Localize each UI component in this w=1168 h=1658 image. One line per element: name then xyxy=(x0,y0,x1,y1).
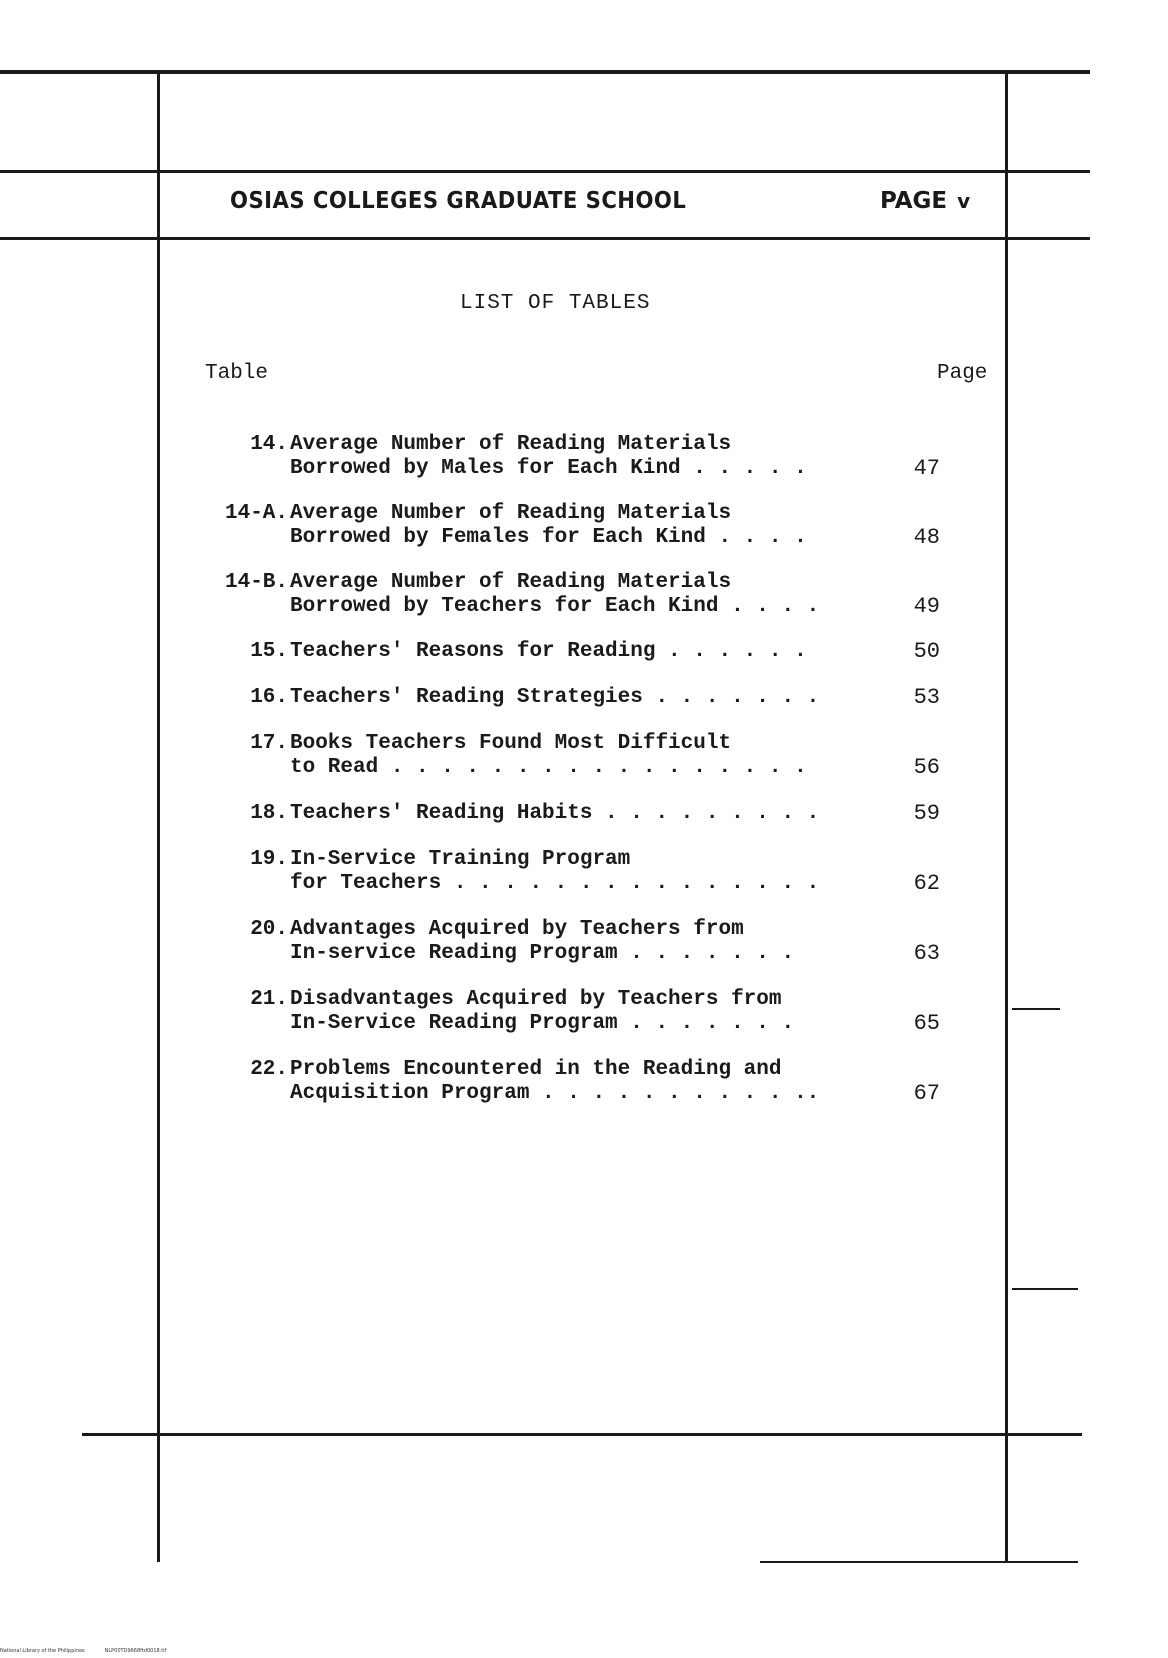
header-bottom-rule xyxy=(0,237,1090,240)
caption-line-1: Teachers' Reading Strategies . . . . . . . xyxy=(290,686,820,709)
table-caption xyxy=(288,502,880,550)
caption-line-2: Acquisition Program . . . . . . . . . . .. xyxy=(290,1082,820,1105)
page-ref: 50 xyxy=(913,639,940,664)
page-ref: 49 xyxy=(913,594,940,619)
caption-line-2: Borrowed by Females for Each Kind . . . . xyxy=(290,526,807,549)
caption-line-1: Advantages Acquired by Teachers from xyxy=(290,918,744,941)
bottom-short-rule xyxy=(760,1561,1078,1563)
caption-line-2: Borrowed by Males for Each Kind . . . . . xyxy=(290,457,807,480)
table-list xyxy=(200,433,1000,1106)
table-caption xyxy=(288,433,880,481)
library-credit: National Library of the Philippines xyxy=(0,1648,85,1654)
caption-line-1: Average Number of Reading Materials xyxy=(290,433,732,456)
table-caption xyxy=(288,686,880,710)
header-page-label xyxy=(880,188,970,214)
table-number: 20. xyxy=(250,918,288,941)
page-number: v xyxy=(957,189,971,213)
page-ref: 56 xyxy=(913,755,940,780)
table-entry xyxy=(200,848,1000,896)
table-entry xyxy=(200,802,1000,826)
table-entry xyxy=(200,732,1000,780)
caption-line-2: In-Service Reading Program . . . . . . . xyxy=(290,1012,795,1035)
caption-line-1: Average Number of Reading Materials xyxy=(290,502,732,525)
list-of-tables-title: LIST OF TABLES xyxy=(460,292,651,315)
table-entry xyxy=(200,686,1000,710)
page-ref: 67 xyxy=(913,1081,940,1106)
caption-line-1: In-Service Training Program xyxy=(290,848,631,871)
table-number: 18. xyxy=(250,802,288,825)
right-tick-2 xyxy=(1012,1288,1078,1290)
table-number: 19. xyxy=(250,848,288,871)
table-number: 17. xyxy=(250,732,288,755)
page-ref: 63 xyxy=(913,941,940,966)
table-entry xyxy=(200,988,1000,1036)
table-entry xyxy=(200,502,1000,550)
table-number: 22. xyxy=(250,1058,288,1081)
page-ref: 53 xyxy=(913,685,940,710)
right-margin-rule xyxy=(1005,72,1008,1562)
right-tick-1 xyxy=(1012,1008,1060,1010)
table-caption xyxy=(288,802,880,826)
left-margin-rule xyxy=(157,72,160,1562)
caption-line-1: Disadvantages Acquired by Teachers from xyxy=(290,988,782,1011)
caption-line-1: Teachers' Reading Habits . . . . . . . . . xyxy=(290,802,820,825)
file-id: NLP00TD9668ftd0018.tif xyxy=(104,1648,167,1654)
table-entry xyxy=(200,433,1000,481)
table-caption xyxy=(288,732,880,780)
table-number: 15. xyxy=(250,640,288,663)
page-ref: 62 xyxy=(913,871,940,896)
table-number: 14-A. xyxy=(224,502,288,525)
caption-line-2: In-service Reading Program . . . . . . . xyxy=(290,942,795,965)
table-caption xyxy=(288,571,880,619)
table-number: 14. xyxy=(250,433,288,456)
table-entry xyxy=(200,918,1000,966)
header-top-rule xyxy=(0,170,1090,173)
table-caption xyxy=(288,918,880,966)
table-column-heading: Table xyxy=(205,362,269,385)
table-entry xyxy=(200,640,1000,664)
page-label: PAGE xyxy=(880,188,948,214)
table-number: 16. xyxy=(250,686,288,709)
caption-line-2: to Read . . . . . . . . . . . . . . . . . xyxy=(290,756,807,779)
table-caption xyxy=(288,848,880,896)
school-header-title: OSIAS COLLEGES GRADUATE SCHOOL xyxy=(230,188,687,214)
caption-line-2: for Teachers . . . . . . . . . . . . . . . xyxy=(290,872,820,895)
table-number: 14-B. xyxy=(224,571,288,594)
caption-line-1: Books Teachers Found Most Difficult xyxy=(290,732,732,755)
caption-line-2: Borrowed by Teachers for Each Kind . . . . xyxy=(290,595,820,618)
page-ref: 59 xyxy=(913,801,940,826)
caption-line-1: Teachers' Reasons for Reading . . . . . . xyxy=(290,640,807,663)
top-border-rule xyxy=(0,70,1090,74)
caption-line-1: Problems Encountered in the Reading and xyxy=(290,1058,782,1081)
page-column-heading: Page xyxy=(937,362,988,385)
table-number: 21. xyxy=(250,988,288,1011)
page-ref: 48 xyxy=(913,525,940,550)
scan-footer xyxy=(0,1648,186,1654)
table-entry xyxy=(200,1058,1000,1106)
bottom-border-rule xyxy=(82,1433,1082,1436)
table-caption xyxy=(288,988,880,1036)
page-ref: 47 xyxy=(913,456,940,481)
page-ref: 65 xyxy=(913,1011,940,1036)
table-caption xyxy=(288,640,880,664)
table-caption xyxy=(288,1058,880,1106)
table-entry xyxy=(200,571,1000,619)
caption-line-1: Average Number of Reading Materials xyxy=(290,571,732,594)
